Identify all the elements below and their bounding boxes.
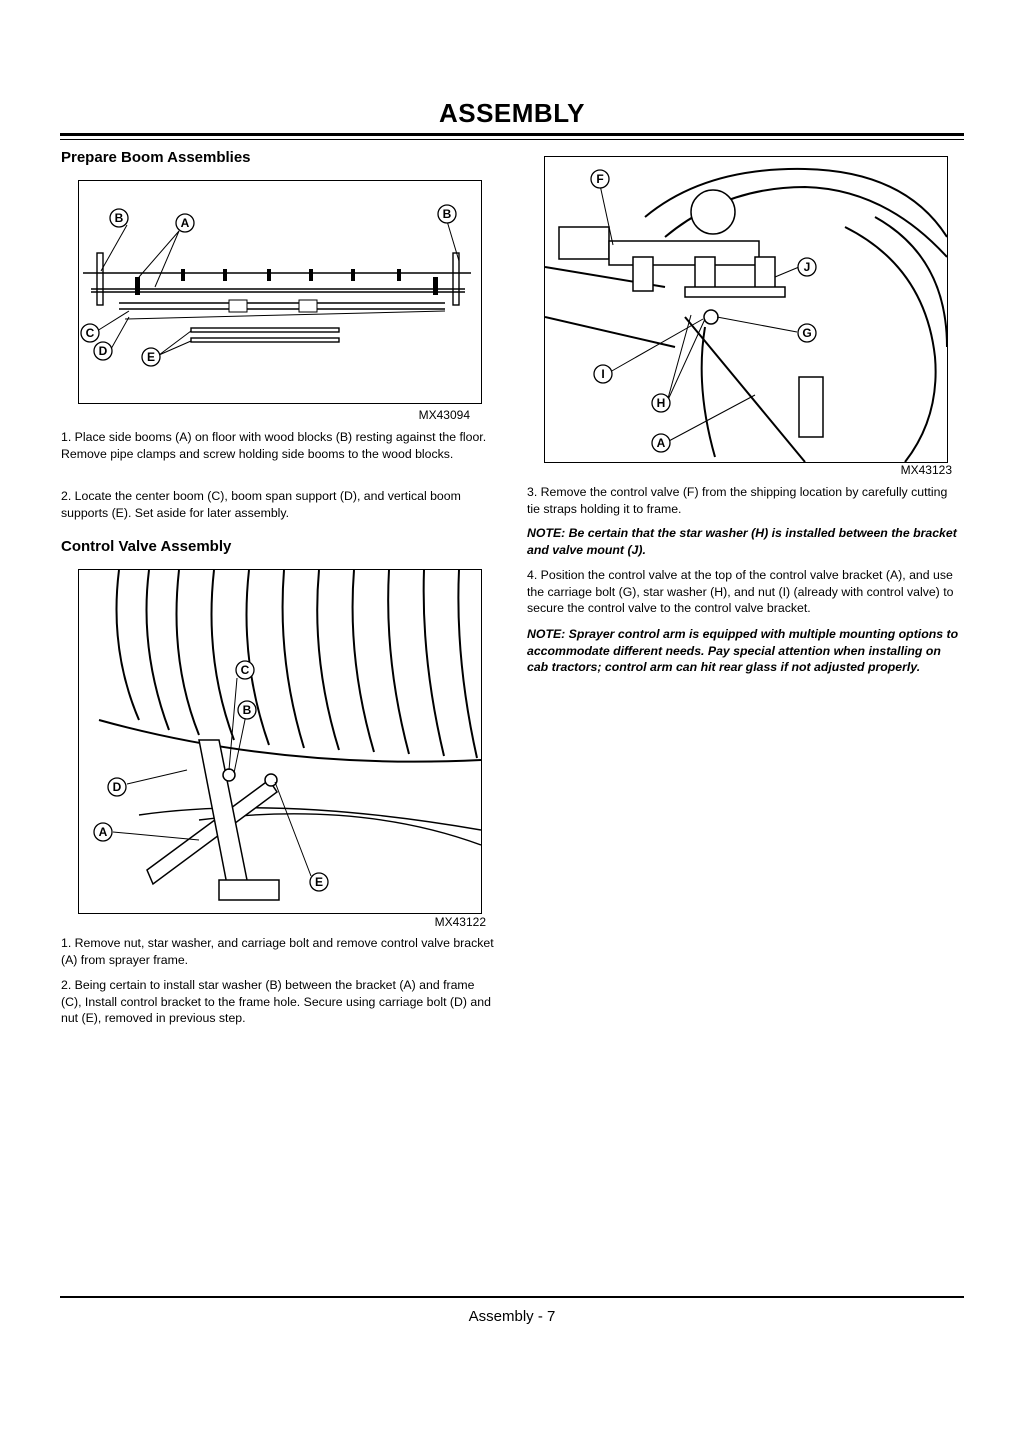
boom-step-2: 2. Locate the center boom (C), boom span support (D), and vertical boom supports (E). Set aside for later assembly.: [61, 489, 461, 520]
svg-text:J: J: [803, 260, 811, 274]
svg-text:I: I: [601, 367, 605, 381]
page-title: ASSEMBLY: [438, 98, 586, 128]
control-valve-figure-code: MX43123: [900, 463, 952, 477]
boom-figure-code: MX43094: [418, 408, 470, 422]
right-step-3: 3. Remove the control valve (F) from the shipping location by carefully cutting tie straps holding it to frame.: [527, 485, 948, 516]
footer-rule: [60, 1296, 964, 1298]
svg-text:C: C: [85, 326, 95, 340]
boom-illustration: [79, 181, 481, 403]
valve-illustration: [79, 570, 481, 913]
control-valve-illustration: [545, 157, 947, 462]
valve-step-2: 2. Being certain to install star washer (B) between the bracket (A) and frame (C), Install control bracket to the frame hole. Secure using carriage bolt (D) and nut (E), removed in previous step.: [61, 978, 491, 1026]
right-step-4: 4. Position the control valve at the top of the control valve bracket (A), and use the carriage bolt (G), star washer (H), and nut (I) (already with control valve) to secure the control valve to the control valve bracket.: [527, 568, 954, 616]
note-control-arm: NOTE: Sprayer control arm is equipped with multiple mounting options to accommodate different needs. Pay special attention when installing on cab tractors; control arm can hit rear glass if not adjusted properly.: [527, 627, 959, 675]
svg-text:C: C: [240, 663, 250, 677]
svg-text:B: B: [442, 207, 452, 221]
page-footer: Assembly - 7: [468, 1308, 556, 1325]
boom-step-1: 1. Place side booms (A) on floor with wood blocks (B) resting against the floor. Remove pipe clamps and screw holding side booms to the wood blocks.: [61, 430, 487, 461]
valve-figure: [78, 569, 482, 914]
control-valve-figure: [544, 156, 948, 463]
svg-text:A: A: [98, 825, 108, 839]
svg-text:D: D: [112, 780, 122, 794]
svg-text:G: G: [802, 326, 812, 340]
boom-heading: Prepare Boom Assemblies: [61, 149, 251, 166]
svg-text:H: H: [656, 396, 666, 410]
valve-step-1: 1. Remove nut, star washer, and carriage bolt and remove control valve bracket (A) from sprayer frame.: [61, 936, 494, 967]
valve-heading: Control Valve Assembly: [61, 538, 232, 555]
boom-figure: [78, 180, 482, 404]
svg-text:D: D: [98, 344, 108, 358]
header-rule: [60, 133, 964, 136]
valve-figure-code: MX43122: [434, 915, 486, 929]
svg-text:B: B: [242, 703, 252, 717]
svg-text:F: F: [596, 172, 604, 186]
note-star-washer: NOTE: Be certain that the star washer (H) is installed between the bracket and valve mount (J).: [527, 526, 957, 557]
svg-text:E: E: [146, 350, 156, 364]
header-rule-thin: [60, 139, 964, 140]
svg-text:E: E: [314, 875, 324, 889]
svg-text:A: A: [656, 436, 666, 450]
svg-text:B: B: [114, 211, 124, 225]
svg-text:A: A: [180, 216, 190, 230]
